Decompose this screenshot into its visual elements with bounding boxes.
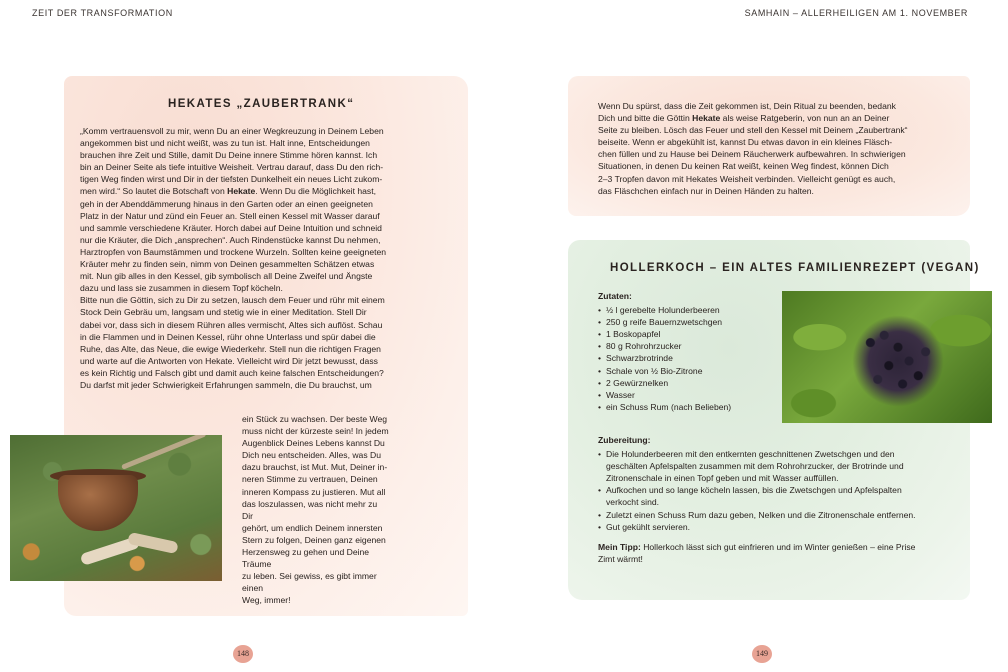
ingredient-item: • 1 Boskopapfel (598, 328, 778, 340)
tip-paragraph (598, 541, 962, 565)
section-title-hekate: HEKATES „ZAUBERTRANK“ (168, 98, 355, 110)
story-line: Stern zu folgen, Deinen ganz eigenen (242, 534, 386, 545)
story-line: inneren Kompass zu justieren. Mut all (242, 486, 386, 497)
wooden-stick (121, 435, 206, 470)
hekate-story-text (80, 125, 406, 391)
story-line: dabei vor, dass sich in diesem Rühren alles vermischt, Altes sich auflöst. Schau (80, 319, 383, 330)
story-line: es kein Richtig und Falsch gibt und damit auch keine falschen Entscheidungen? (80, 367, 384, 378)
story-line: mit. Nun gib alles in den Kessel, gib symbolisch all Deine Zweifel und Ängste (80, 271, 373, 282)
preparation-label: Zubereitung: (598, 435, 651, 445)
story-line: bin an Deiner Seite als tiefe intuitive Weisheit. Vertrau darauf, dass Du den rich- (80, 162, 384, 173)
elderberries (852, 315, 944, 407)
story-line: Harztropfen von Baumstämmen und trockene Wurzeln. Sollten keine geeigneten (80, 246, 387, 257)
story-line: Augenblick Deines Lebens kannst Du (242, 438, 385, 449)
story-line: geh in der Abenddämmerung hinaus in den Garten oder an einen geeigneten (80, 198, 373, 209)
story-line: Kräuter mehr zu finden sein, nimm von Deinen gesammelten Schätzen etwas (80, 259, 375, 270)
ritual-fragment: Dich und bitte die Göttin (598, 113, 693, 124)
story-line: und sammle verschiedene Kräuter. Horch dabei auf Deine Intuition und schneid (80, 222, 382, 233)
story-line: das loszulassen, was nicht mehr zu Dir (242, 498, 378, 521)
running-header-right: SAMHAIN – ALLERHEILIGEN AM 1. NOVEMBER (744, 8, 968, 18)
ritual-line: Wenn Du spürst, dass die Zeit gekommen ist, Dein Ritual zu beenden, bedank (598, 101, 896, 111)
prep-step: • Zuletzt einen Schuss Rum dazu geben, Nelken und die Zitronenschale entfernen. (598, 509, 962, 521)
prep-line: Zitronenschale in einen Topf geben und mit Wasser auffüllen. (606, 473, 839, 484)
ritual-fragment: als weise Ratgeberin, von nun an an Deiner (720, 113, 890, 124)
ingredient-item: • Schwarzbrotrinde (598, 352, 778, 364)
ingredient-item: • ein Schuss Rum (nach Belieben) (598, 401, 778, 413)
story-line (80, 185, 406, 197)
prep-step (598, 448, 962, 484)
prep-line: verkocht sind. (606, 497, 660, 508)
ritual-line: chen füllen und zu Hause bei Deinem Räucherwerk aufbewahren. In schwierigen (598, 149, 906, 160)
ingredient-item: • 80 g Rohrohrzucker (598, 340, 778, 352)
story-line: Bitte nun die Göttin, sich zu Dir zu setzen, lausch dem Feuer und rühr mit einem (80, 295, 385, 306)
page-number-left: 148 (233, 645, 253, 663)
story-line: Ruhe, das Alte, das Neue, die ewige Wiederkehr. Stell nun die richtigen Fragen (80, 343, 381, 354)
preparation-steps (598, 434, 962, 565)
hekate-name-bold: Hekate (692, 113, 721, 124)
hekate-story-wrapped-text (242, 413, 390, 607)
prep-line: Aufkochen und so lange köcheln lassen, bis die Zwetschgen und Apfelspalten (606, 485, 902, 496)
story-line: Stock Dein Gebräu um, langsam und stetig wie in einer Meditation. Stell Dir (80, 307, 367, 318)
story-line: gehört, um endlich Deinem innersten (242, 522, 383, 533)
ingredient-item: • Schale von ½ Bio-Zitrone (598, 365, 778, 377)
story-line: neren Stimme zu vertrauen, Deinen (242, 474, 378, 485)
story-line: „Komm vertrauensvoll zu mir, wenn Du an einer Wegkreuzung in Deinem Leben (80, 126, 384, 136)
story-line: tigen Weg finden wirst und Dir in der tiefsten Dunkelheit ein neues Licht zukom- (80, 174, 383, 185)
prep-step: • Gut gekühlt servieren. (598, 521, 962, 533)
story-line: in die Flammen und in Deinen Kessel, rühr ohne Unterlass und spür dabei die (80, 331, 376, 342)
story-line: nur die Kräuter, die Dich „ansprechen“. Auch Rindenstücke kannst Du nehmen, (80, 234, 381, 245)
story-fragment: men wird.“ So lautet die Botschaft von (80, 186, 228, 197)
story-line: und warte auf die Antworten von Hekate. Vielleicht wird Dir jetzt bewusst, dass (80, 355, 378, 366)
page-number-right: 149 (752, 645, 772, 663)
story-line: muss nicht der kürzeste sein! In jedem (242, 426, 389, 437)
hekate-name-bold: Hekate (227, 186, 256, 197)
story-line: Dich neu entscheiden. Alles, was Du (242, 450, 382, 461)
cauldron-in-ivy-photo (10, 435, 222, 581)
prep-line: geschälten Apfelspalten zusammen mit dem Rohrohrzucker, der Brotrinde und (606, 461, 904, 472)
ritual-line: Seite zu bleiben. Lösch das Feuer und stell den Kessel mit Deinem „Zaubertrank“ (598, 125, 908, 136)
ritual-line: 2–3 Tropfen davon mit Hekates Weisheit verbinden. Vielleicht genügt es auch, (598, 173, 896, 184)
story-line: Herzensweg zu gehen und Deine Träume (242, 547, 370, 570)
ingredient-item: • Wasser (598, 389, 778, 401)
ritual-ending-text (598, 100, 930, 197)
prep-step (598, 484, 962, 508)
story-line: brauchen ihre Zeit und Stille, damit Du Deine innere Stimme hören kannst. Ich (80, 150, 378, 161)
story-line: zu leben. Sei gewiss, es gibt immer einen (242, 571, 377, 594)
story-line: dazu brauchst, ist Mut. Mut, Deiner in- (242, 462, 388, 473)
ingredient-item: • 250 g reife Bauernzwetschgen (598, 316, 778, 328)
story-line: Platz in der Natur und zünd ein Feuer an. Stell einen Kessel mit Wasser darauf (80, 210, 380, 221)
ritual-line: das Fläschchen einfach nur in Deinen Händen zu halten. (598, 185, 814, 196)
ingredient-item: • ½ l gerebelte Holunderbeeren (598, 304, 778, 316)
story-fragment: . Wenn Du die Möglichkeit hast, (255, 186, 377, 197)
birch-log (127, 532, 178, 554)
ritual-line: Situationen, in denen Du keinen Rat weißt, keinen Weg findest, können Dich (598, 161, 889, 172)
elderberry-cluster-photo (782, 291, 992, 423)
story-line: Weg, immer! (242, 595, 291, 606)
ingredients-list (598, 290, 778, 413)
tip-label: Mein Tipp: (598, 541, 641, 552)
story-line: angekommen bist und nicht weißt, was zu tun ist. Halt inne, Entscheidungen (80, 138, 370, 149)
running-header-left: ZEIT DER TRANSFORMATION (32, 8, 173, 18)
tip-text: Hollerkoch lässt sich gut einfrieren und im Winter genießen – eine Prise (640, 541, 916, 552)
story-line: ein Stück zu wachsen. Der beste Weg (242, 414, 388, 424)
story-line: dazu und lass sie zusammen in diesem Topf köcheln. (80, 283, 283, 294)
ritual-line (598, 112, 930, 124)
ritual-line: beiseite. Wenn er abgekühlt ist, kannst Du etwas davon in ein kleines Fläsch- (598, 137, 893, 148)
tip-text: Zimt wärmt! (598, 553, 643, 564)
prep-line: Die Holunderbeeren mit den entkernten geschnittenen Zwetschgen und den (606, 449, 895, 460)
story-line: Du darfst mit jeder Schwierigkeit Erfahrungen sammeln, die Du brauchst, um (80, 379, 372, 390)
ingredients-label: Zutaten: (598, 291, 632, 301)
ingredient-item: • 2 Gewürznelken (598, 377, 778, 389)
recipe-title: HOLLERKOCH – EIN ALTES FAMILIENREZEPT (VEGAN) (610, 262, 980, 274)
cauldron (58, 475, 138, 531)
